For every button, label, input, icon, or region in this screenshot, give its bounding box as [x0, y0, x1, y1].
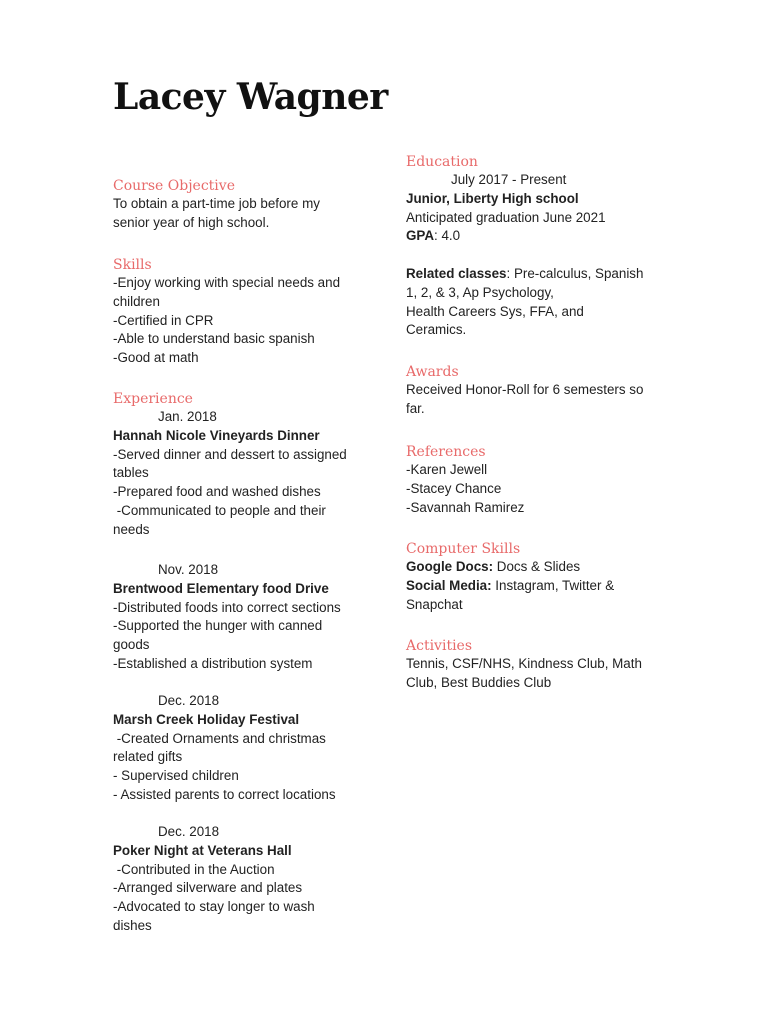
references-heading: References	[406, 444, 486, 460]
experience-line: related gifts	[113, 749, 183, 765]
experience-line: -Prepared food and washed dishes	[113, 484, 321, 500]
experience-line: -Contributed in the Auction	[113, 861, 275, 877]
skill-line: -Enjoy working with special needs and	[113, 275, 341, 290]
experience-section	[113, 390, 363, 408]
education-graduation: Anticipated graduation June 2021	[406, 209, 606, 225]
skill-line: -Certified in CPR	[113, 312, 214, 328]
gpa-label: GPA	[406, 228, 435, 244]
gpa-value: : 4.0	[434, 228, 461, 244]
experience-line: tables	[113, 465, 149, 481]
google-docs-line	[406, 558, 661, 577]
awards-line: Received Honor-Roll for 6 semesters so	[406, 382, 644, 397]
awards-section	[406, 363, 661, 419]
google-docs-label: Google Docs:	[406, 559, 494, 574]
experience-line: -Communicated to people and their	[113, 502, 326, 518]
experience-date: Jan. 2018	[158, 409, 217, 424]
activities-line: Tennis, CSF/NHS, Kindness Club, Math	[406, 656, 642, 671]
spacer	[406, 246, 661, 265]
related-classes-label: Related classes	[406, 265, 507, 281]
experience-line: -Created Ornaments and christmas	[113, 730, 326, 746]
activities-section	[406, 637, 661, 693]
related-classes-line: Ceramics.	[406, 322, 467, 338]
experience-line: -Distributed foods into correct sections	[113, 599, 341, 615]
objective-section	[113, 177, 363, 233]
education-gpa	[406, 227, 661, 246]
experience-line: dishes	[113, 917, 152, 933]
experience-line: -Supported the hunger with canned	[113, 618, 323, 634]
activities-heading: Activities	[406, 638, 473, 654]
objective-line: To obtain a part-time job before my	[113, 196, 320, 211]
experience-date: Dec. 2018	[158, 824, 220, 839]
experience-entry	[113, 823, 363, 936]
education-date: July 2017 - Present	[451, 172, 567, 187]
social-media-line	[406, 577, 661, 596]
social-media-label: Social Media:	[406, 577, 492, 593]
reference-item: -Stacey Chance	[406, 480, 502, 496]
experience-line: goods	[113, 637, 150, 653]
experience-line: -Established a distribution system	[113, 655, 313, 671]
social-media-line-2: Snapchat	[406, 596, 463, 612]
experience-heading: Experience	[113, 391, 193, 407]
education-school: Junior, Liberty High school	[406, 190, 579, 206]
experience-entry	[113, 692, 363, 805]
experience-line: -Arranged silverware and plates	[113, 880, 303, 896]
experience-title: Poker Night at Veterans Hall	[113, 842, 292, 858]
skill-line: -Good at math	[113, 350, 199, 366]
experience-title: Brentwood Elementary food Drive	[113, 580, 329, 596]
experience-line: - Supervised children	[113, 768, 239, 784]
related-classes-line: 1, 2, & 3, Ap Psychology,	[406, 284, 554, 300]
experience-title: Marsh Creek Holiday Festival	[113, 711, 300, 727]
reference-item: -Savannah Ramirez	[406, 499, 525, 515]
awards-line: far.	[406, 400, 425, 416]
experience-entry	[113, 408, 363, 540]
experience-entry	[113, 561, 363, 674]
awards-heading: Awards	[406, 364, 459, 380]
objective-line: senior year of high school.	[113, 214, 270, 230]
objective-heading: Course Objective	[113, 178, 235, 194]
activities-line: Club, Best Buddies Club	[406, 674, 552, 690]
reference-item: -Karen Jewell	[406, 462, 488, 477]
skill-line: children	[113, 293, 160, 309]
skill-line: -Able to understand basic spanish	[113, 331, 315, 347]
google-docs-value: Docs & Slides	[493, 559, 581, 574]
references-section	[406, 443, 661, 517]
skills-heading: Skills	[113, 257, 152, 273]
experience-date: Nov. 2018	[158, 562, 219, 577]
social-media-value: Instagram, Twitter &	[491, 577, 615, 593]
computer-skills-section	[406, 540, 661, 614]
experience-title: Hannah Nicole Vineyards Dinner	[113, 427, 320, 443]
related-classes-line: Health Careers Sys, FFA, and	[406, 303, 584, 319]
skills-section	[113, 256, 363, 368]
education-section	[406, 153, 661, 340]
experience-line: needs	[113, 521, 150, 537]
experience-line: -Served dinner and dessert to assigned	[113, 446, 347, 462]
resume-name: Lacey Wagner	[113, 76, 388, 118]
computer-skills-heading: Computer Skills	[406, 541, 521, 557]
education-heading: Education	[406, 154, 478, 170]
related-classes	[406, 265, 661, 284]
experience-line: - Assisted parents to correct locations	[113, 786, 336, 802]
experience-line: -Advocated to stay longer to wash	[113, 899, 315, 915]
related-classes-value: : Pre-calculus, Spanish	[506, 265, 644, 281]
experience-date: Dec. 2018	[158, 693, 220, 708]
